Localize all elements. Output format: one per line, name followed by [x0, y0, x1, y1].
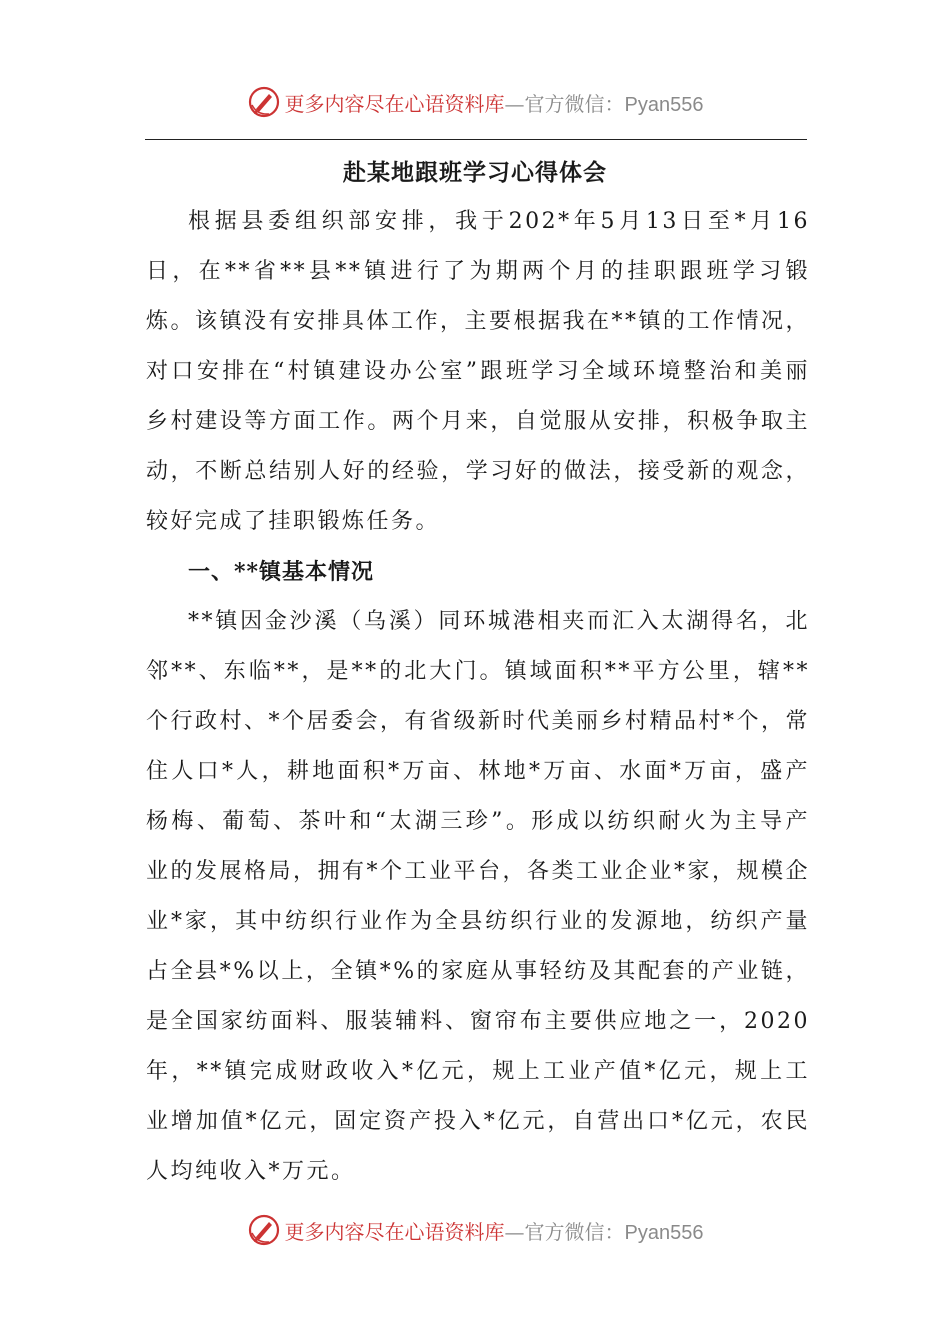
footer-banner-account: Pyan556 — [624, 1221, 704, 1244]
header-banner-dash: — — [504, 91, 525, 116]
footer-banner-text-group — [285, 1216, 704, 1245]
section-heading: 一、**镇基本情况 — [188, 559, 375, 585]
footer-banner-dash: — — [504, 1219, 525, 1244]
header-banner-text-group — [285, 88, 704, 117]
document-body — [146, 197, 810, 1197]
pen-logo-icon — [247, 1213, 281, 1247]
footer-banner-wechat-label: 官方微信： — [524, 1219, 625, 1244]
header-banner — [0, 82, 950, 122]
footer-banner-text: 更多内容尽在心语资料库 — [284, 1219, 505, 1244]
header-banner-account: Pyan556 — [624, 93, 704, 116]
header-banner-wechat-label: 官方微信： — [524, 91, 625, 116]
header-banner-text: 更多内容尽在心语资料库 — [284, 91, 505, 116]
intro-paragraph: 根据县委组织部安排，我于202*年5月13日至*月16日，在**省**县**镇进行了为期两个月的挂职跟班学习锻炼。该镇没有安排具体工作，主要根据我在**镇的工作情况，对口安排在“村镇建设办公室”跟班学习全域环境整治和美丽乡村建设等方面工作。两个月来，自觉服从安排，积极争取主动，不断总结别人好的经验，学习好的做法，接受新的观念，较好完成了挂职锻炼任务。 — [146, 209, 811, 534]
document-title: 赴某地跟班学习心得体会 — [343, 159, 607, 186]
pen-logo-icon — [247, 85, 281, 119]
header-divider — [145, 139, 807, 140]
section-paragraph: **镇因金沙溪（乌溪）同环城港相夹而汇入太湖得名，北邻**、东临**，是**的北大门。镇域面积**平方公里，辖**个行政村、*个居委会，有省级新时代美丽乡村精品村*个，常住人口*人，耕地面积*万亩、林地*万亩、水面*万亩，盛产杨梅、葡萄、茶叶和“太湖三珍”。形成以纺织耐火为主导产业的发展格局，拥有*个工业平台，各类工业企业*家，规模企业*家，其中纺织行业作为全县纺织行业的发源地，纺织产量占全县*%以上，全镇*%的家庭从事轻纺及其配套的产业链，是全国家纺面料、服装辅料、窗帘布主要供应地之一，2020年，**镇完成财政收入*亿元，规上工业产值*亿元，规上工业增加值*亿元，固定资产投入*亿元，自营出口*亿元，农民人均纯收入*万元。 — [146, 609, 811, 1184]
footer-banner — [0, 1210, 950, 1250]
